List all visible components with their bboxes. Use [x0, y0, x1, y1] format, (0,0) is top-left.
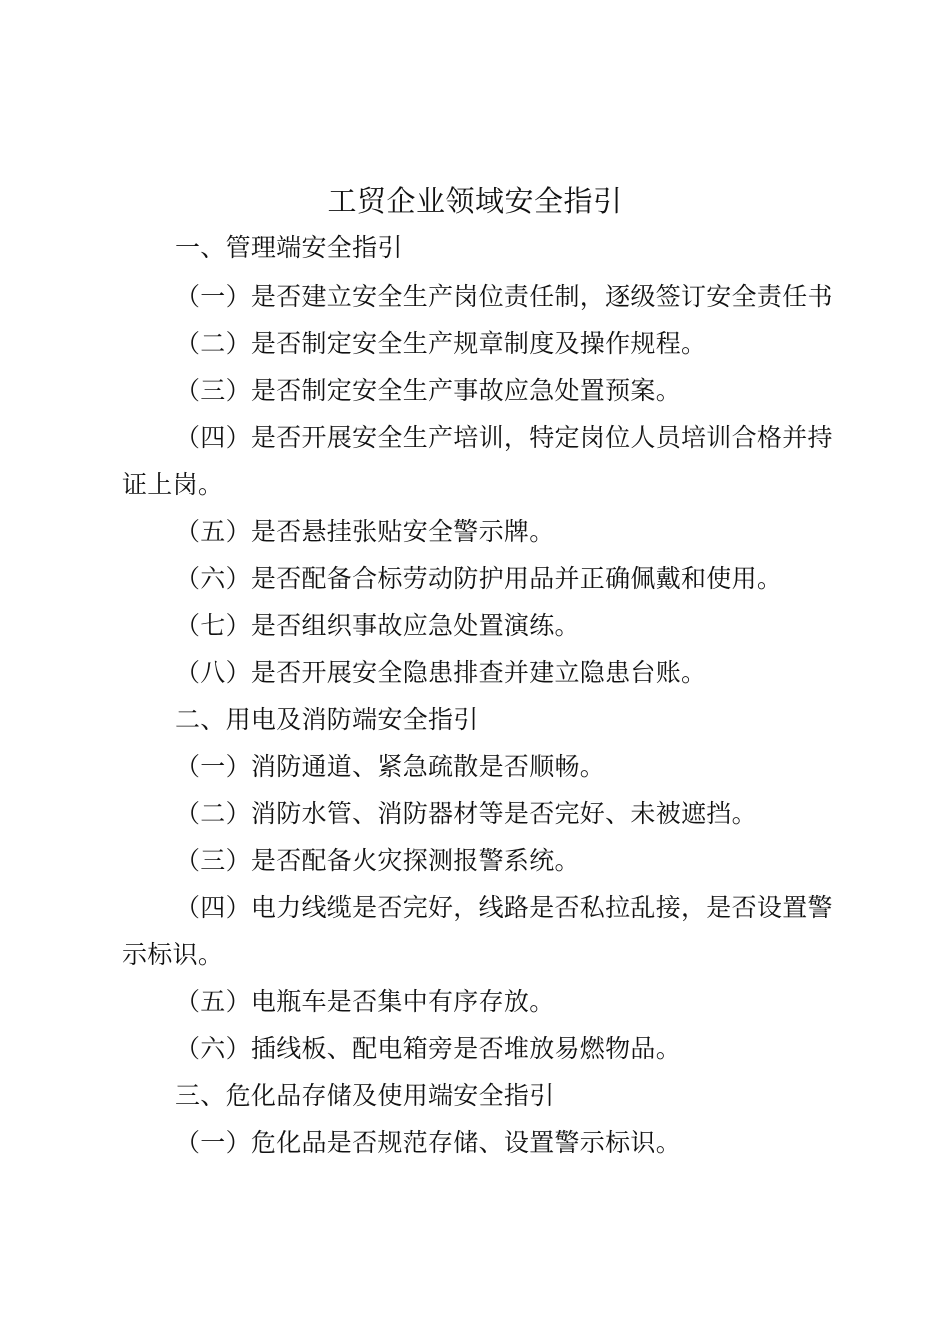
guideline-item: （一）危化品是否规范存储、设置警示标识。 [175, 1128, 682, 1157]
guideline-item: （五）是否悬挂张贴安全警示牌。 [175, 517, 555, 546]
guideline-item: （六）插线板、配电箱旁是否堆放易燃物品。 [175, 1034, 682, 1063]
guideline-item: （一）消防通道、紧急疏散是否顺畅。 [175, 752, 606, 781]
guideline-item: （四）是否开展安全生产培训，特定岗位人员培训合格并持 [175, 423, 833, 452]
guideline-item: （一）是否建立安全生产岗位责任制，逐级签订安全责任书 [175, 282, 833, 311]
guideline-item: （七）是否组织事故应急处置演练。 [175, 611, 580, 640]
guideline-item: （三）是否制定安全生产事故应急处置预案。 [175, 376, 682, 405]
guideline-item: （二）消防水管、消防器材等是否完好、未被遮挡。 [175, 799, 757, 828]
guideline-item: （八）是否开展安全隐患排查并建立隐患台账。 [175, 658, 707, 687]
guideline-item: （五）电瓶车是否集中有序存放。 [175, 987, 555, 1016]
section-heading-management: 一、管理端安全指引 [175, 233, 403, 262]
document-title: 工贸企业领域安全指引 [327, 184, 623, 218]
guideline-item: （三）是否配备火灾探测报警系统。 [175, 846, 580, 875]
guideline-item: （四）电力线缆是否完好，线路是否私拉乱接，是否设置警 [175, 893, 833, 922]
guideline-item-continued: 示标识。 [122, 940, 224, 969]
guideline-item-continued: 证上岗。 [122, 470, 224, 499]
section-heading-hazardous-chemicals: 三、危化品存储及使用端安全指引 [175, 1081, 555, 1110]
section-heading-electric-fire: 二、用电及消防端安全指引 [175, 705, 479, 734]
guideline-item: （二）是否制定安全生产规章制度及操作规程。 [175, 329, 707, 358]
guideline-item: （六）是否配备合标劳动防护用品并正确佩戴和使用。 [175, 564, 783, 593]
